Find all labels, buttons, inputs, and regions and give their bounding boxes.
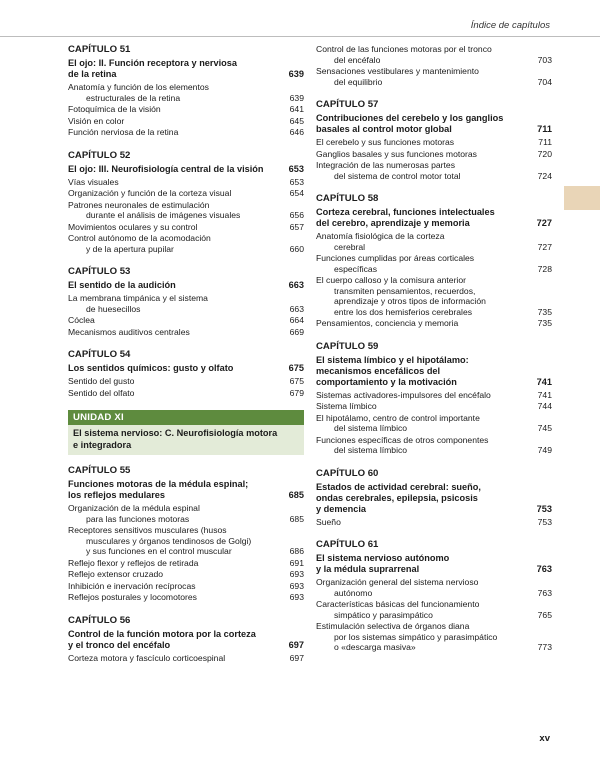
unit-header (68, 410, 304, 455)
chapter-label: CAPÍTULO 52 (68, 149, 131, 161)
section-entry-text: Sensaciones vestibulares y mantenimiento del equilibrio (316, 66, 479, 87)
section-entry-page: 679 (289, 387, 304, 398)
section-entry-text: Corteza motora y fascículo corticoespinal (68, 652, 226, 663)
section-entry (316, 318, 552, 329)
chapter-title-page: 763 (536, 564, 552, 574)
unit-subtitle (68, 425, 304, 455)
section-entry-text: Organización general del sistema nervioso autónomo (316, 577, 479, 598)
chapter-title-page: 727 (536, 218, 552, 228)
section-entry (68, 558, 304, 569)
section-entry-page: 711 (538, 137, 552, 147)
toc-left-column (68, 44, 304, 675)
section-entry-text: Sentido del olfato (68, 387, 135, 398)
section-entry-text: Sueño (316, 516, 341, 527)
section-entry-page: 660 (289, 243, 304, 254)
section-entry-page: 693 (289, 592, 304, 602)
section-entry-text: Funciones específicas de otros componentes del sistema límbico (316, 434, 489, 455)
chapter-title-text: Control de la función motora por la corteza y el tronco del encéfalo (68, 628, 256, 650)
section-entry-page: 741 (537, 389, 552, 400)
section-entry-text: Vías visuales (68, 176, 119, 187)
chapter-title (68, 479, 304, 501)
section-entry (316, 435, 552, 456)
section-entry-page: 693 (289, 569, 304, 579)
section-entry (316, 66, 552, 87)
chapter-title (68, 280, 304, 291)
section-entry (68, 82, 304, 103)
section-entry-text: Ganglios basales y sus funciones motoras (316, 148, 477, 159)
section-entry (68, 653, 304, 664)
section-entry (68, 592, 304, 603)
chapter-entry (68, 266, 304, 337)
section-entry (316, 621, 552, 653)
section-entry-page: 645 (289, 115, 304, 126)
section-entry-text: El cuerpo calloso y la comisura anterior transmiten pensamientos, recuerdos, aprendizaje y otros tipos de información entre los dos hemisferios cerebrales (316, 275, 486, 317)
chapter-entry (316, 193, 552, 329)
section-entry (316, 413, 552, 434)
section-entry-text: Funciones cumplidas por áreas corticales específicas (316, 253, 475, 274)
section-entry-page: 685 (289, 513, 304, 524)
chapter-title (316, 355, 552, 388)
chapter-title-page: 753 (536, 503, 552, 514)
chapter-title-text: El ojo: III. Neurofisiología central de la visión (68, 163, 264, 174)
section-entry (316, 44, 552, 65)
section-entry-page: 691 (289, 557, 304, 568)
section-entry-page: 664 (289, 315, 304, 325)
section-entry (68, 503, 304, 524)
chapter-title-text: El sentido de la audición (68, 280, 176, 290)
section-entry-text: Control autónomo de la acomodación y de la apertura pupilar (68, 233, 211, 254)
section-entry (68, 104, 304, 115)
section-entry-page: 657 (289, 221, 304, 232)
section-entry-page: 724 (537, 170, 552, 181)
unit-subtitle-text: El sistema nervioso: C. Neurofisiología motora e integradora (73, 428, 278, 450)
chapter-title (68, 363, 304, 374)
chapter-title-text: Corteza cerebral, funciones intelectuales del cerebro, aprendizaje y memoria (316, 207, 495, 228)
section-entry (68, 222, 304, 233)
section-entry-text: Visión en color (68, 115, 125, 126)
chapter-title-text: El ojo: II. Función receptora y nerviosa de la retina (68, 58, 237, 79)
chapter-title-text: Funciones motoras de la médula espinal; los reflejos medulares (68, 479, 249, 500)
chapter-title-page: 685 (288, 490, 304, 500)
chapter-title-page: 697 (288, 639, 304, 650)
chapter-entry (68, 44, 304, 138)
section-entry (68, 569, 304, 580)
chapter-entry (316, 99, 552, 181)
section-entry (68, 315, 304, 326)
section-entry-text: Fotoquímica de la visión (68, 104, 161, 114)
section-entry (316, 231, 552, 252)
section-entry (316, 517, 552, 528)
section-entry-text: Pensamientos, conciencia y memoria (316, 318, 459, 328)
section-entry-text: Patrones neuronales de estimulación durante el análisis de imágenes visuales (68, 199, 241, 220)
section-entry-page: 697 (289, 652, 304, 663)
section-entry-page: 773 (537, 642, 552, 652)
section-entry-page: 749 (537, 445, 552, 455)
section-thumb-tab (564, 186, 600, 210)
chapter-label: CAPÍTULO 53 (68, 266, 131, 277)
section-entry-page: 641 (289, 104, 304, 114)
section-entry-page: 753 (537, 516, 552, 527)
section-entry (68, 127, 304, 138)
section-entry (68, 327, 304, 338)
chapter-title (316, 553, 552, 575)
unit-label: UNIDAD XI (68, 410, 304, 425)
section-entry-page: 646 (289, 127, 304, 137)
section-entry-page: 735 (537, 318, 552, 328)
section-entry-text: Anatomía y función de los elementos estructurales de la retina (68, 82, 209, 103)
chapter-continuation (316, 44, 552, 87)
chapter-title (316, 207, 552, 229)
section-entry (68, 388, 304, 399)
section-entry (68, 293, 304, 314)
section-entry-text: Integración de las numerosas partes del sistema de control motor total (316, 160, 461, 181)
chapter-title (316, 482, 552, 515)
chapter-title-page: 741 (536, 376, 552, 387)
section-entry (316, 401, 552, 412)
section-entry-page: 656 (289, 210, 304, 220)
section-entry (316, 390, 552, 401)
section-entry-text: Sistemas activadores-impulsores del encéfalo (316, 389, 491, 400)
section-entry-page: 675 (289, 376, 304, 386)
section-entry-text: Estimulación selectiva de órganos diana por los sistemas simpático y parasimpático o «descarga masiva» (316, 621, 498, 652)
section-entry (68, 177, 304, 188)
header-divider (0, 36, 600, 37)
chapter-label: CAPÍTULO 60 (316, 467, 379, 479)
chapter-label: CAPÍTULO 58 (316, 193, 379, 204)
section-entry (68, 116, 304, 127)
chapter-title-text: El sistema límbico y el hipotálamo: mecanismos encefálicos del comportamiento y la motivación (316, 354, 469, 387)
section-entry-page: 686 (289, 546, 304, 556)
section-entry-page: 639 (289, 92, 304, 103)
section-entry-page: 765 (537, 609, 552, 620)
section-entry-text: Organización y función de la corteza visual (68, 188, 232, 198)
chapter-entry (68, 465, 304, 603)
running-header-title: Índice de capítulos (470, 20, 550, 31)
chapter-entry (316, 468, 552, 528)
section-entry-page: 704 (537, 76, 552, 87)
section-entry (316, 599, 552, 620)
chapter-title-page: 639 (288, 69, 304, 79)
section-entry-text: Receptores sensitivos musculares (husos musculares y órganos tendinosos de Golgi) y sus funciones en el control muscular (68, 525, 252, 556)
chapter-title (68, 58, 304, 80)
section-entry-text: Cóclea (68, 315, 95, 325)
chapter-label: CAPÍTULO 57 (316, 99, 379, 110)
section-entry (68, 376, 304, 387)
chapter-title-text: Estados de actividad cerebral: sueño, ondas cerebrales, epilepsia, psicosis y demencia (316, 481, 481, 514)
chapter-title-text: El sistema nervioso autónomo y la médula suprarrenal (316, 553, 450, 574)
section-entry-text: La membrana timpánica y el sistema de huesecillos (68, 293, 208, 314)
section-entry-page: 727 (537, 241, 552, 252)
chapter-label: CAPÍTULO 56 (68, 614, 131, 626)
chapter-title-text: Los sentidos químicos: gusto y olfato (68, 363, 234, 373)
section-entry-page: 763 (537, 587, 552, 598)
section-entry-text: Organización de la médula espinal para las funciones motoras (68, 503, 200, 524)
section-entry (68, 581, 304, 592)
section-entry-page: 703 (537, 54, 552, 65)
section-entry-text: Función nerviosa de la retina (68, 127, 179, 137)
chapter-title-page: 653 (288, 163, 304, 174)
section-entry (68, 200, 304, 221)
section-entry-page: 744 (537, 401, 552, 411)
chapter-entry (68, 150, 304, 255)
section-entry-page: 745 (537, 423, 552, 433)
section-entry-page: 720 (537, 148, 552, 159)
section-entry-page: 654 (289, 188, 304, 198)
chapter-entry (68, 615, 304, 664)
section-entry-page: 653 (289, 176, 304, 187)
section-entry-page: 693 (289, 580, 304, 591)
chapter-label: CAPÍTULO 51 (68, 44, 131, 55)
section-entry-text: El cerebelo y sus funciones motoras (316, 137, 455, 147)
section-entry (316, 137, 552, 148)
chapter-entry (316, 341, 552, 456)
toc-right-column (316, 44, 552, 665)
section-entry (316, 275, 552, 317)
section-entry-text: Inhibición e inervación recíprocas (68, 580, 196, 591)
section-entry-text: El hipotálamo, centro de control importante del sistema límbico (316, 412, 480, 433)
section-entry (316, 160, 552, 181)
section-entry-text: Reflejos posturales y locomotores (68, 592, 197, 602)
section-entry-page: 669 (289, 326, 304, 337)
section-entry-text: Sentido del gusto (68, 376, 135, 386)
page-number: xv (539, 733, 550, 744)
section-entry-page: 663 (289, 303, 304, 314)
section-entry-text: Anatomía fisiológica de la corteza cerebral (316, 231, 445, 252)
section-entry-page: 735 (537, 306, 552, 317)
section-entry (316, 253, 552, 274)
chapter-title-page: 711 (537, 124, 552, 134)
section-entry (68, 525, 304, 557)
section-entry-page: 728 (537, 263, 552, 274)
section-entry-text: Movimientos oculares y su control (68, 221, 198, 232)
chapter-label: CAPÍTULO 55 (68, 465, 131, 476)
chapter-title (316, 113, 552, 135)
chapter-title (68, 164, 304, 175)
section-entry (316, 149, 552, 160)
section-entry-text: Características básicas del funcionamiento simpático y parasimpático (316, 599, 480, 620)
section-entry (316, 577, 552, 598)
section-entry-text: Sistema límbico (316, 401, 377, 411)
chapter-title-text: Contribuciones del cerebelo y los ganglios basales al control motor global (316, 113, 504, 134)
chapter-label: CAPÍTULO 61 (316, 539, 379, 550)
chapter-title-page: 663 (288, 280, 304, 290)
chapter-entry (68, 349, 304, 398)
section-entry-text: Mecanismos auditivos centrales (68, 326, 190, 337)
chapter-title (68, 629, 304, 651)
section-entry-text: Reflejo extensor cruzado (68, 569, 164, 579)
chapter-label: CAPÍTULO 59 (316, 340, 379, 352)
chapter-label: CAPÍTULO 54 (68, 349, 131, 360)
chapter-title-page: 675 (288, 363, 304, 373)
section-entry (68, 233, 304, 254)
section-entry (68, 188, 304, 199)
chapter-entry (316, 539, 552, 653)
section-entry-text: Reflejo flexor y reflejos de retirada (68, 557, 199, 568)
section-entry-text: Control de las funciones motoras por el tronco del encéfalo (316, 44, 492, 65)
